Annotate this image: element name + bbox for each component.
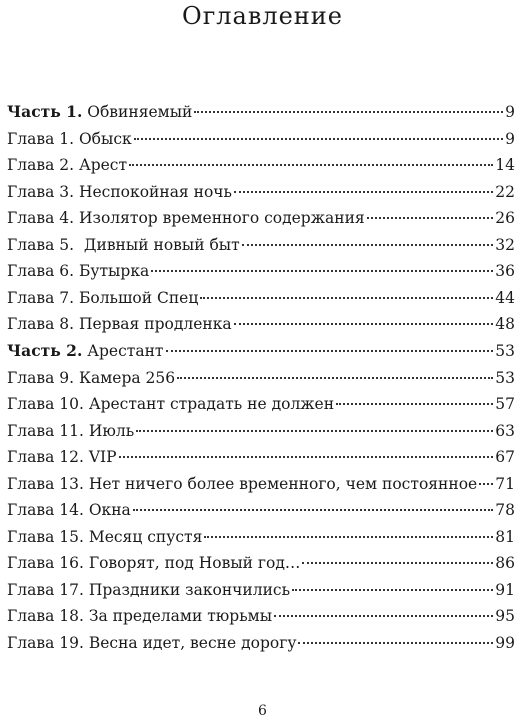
toc-entry[interactable] — [7, 471, 515, 498]
toc-entry-page: 95 — [495, 607, 515, 625]
toc-entry[interactable] — [7, 258, 515, 285]
toc-entry[interactable] — [7, 126, 515, 153]
toc-entry-page: 57 — [495, 395, 515, 413]
toc-leader-dots — [177, 376, 493, 379]
toc-entry-label — [7, 577, 290, 604]
toc-entry-prefix: Глава 4. — [7, 209, 75, 227]
toc-entry-label — [7, 126, 132, 153]
toc-entry-title: Камера 256 — [74, 368, 176, 387]
toc-entry-page: 53 — [495, 342, 515, 360]
toc-entry[interactable] — [7, 338, 515, 365]
toc-entry-label — [7, 311, 232, 338]
toc-leader-dots — [234, 190, 493, 193]
toc-entry[interactable] — [7, 550, 515, 577]
toc-entry[interactable] — [7, 99, 515, 126]
toc-entry-page: 67 — [495, 448, 515, 466]
toc-entry-title: Июль — [83, 421, 135, 440]
toc-entry[interactable] — [7, 630, 515, 657]
toc-entry-title: Обвиняемый — [82, 103, 193, 121]
toc-entry-page: 53 — [495, 368, 515, 387]
toc-entry-label — [7, 391, 334, 418]
toc-entry-prefix: Глава 6. — [7, 262, 75, 280]
toc-entry-page: 63 — [495, 421, 515, 440]
toc-entry[interactable] — [7, 444, 515, 471]
toc-entry-prefix: Глава 11. — [7, 421, 84, 440]
page-number: 6 — [258, 703, 267, 719]
toc-entry-label — [7, 365, 175, 392]
toc-leader-dots — [134, 137, 503, 140]
toc-entry-page: 91 — [495, 580, 515, 599]
toc-entry-prefix: Глава 12. — [7, 448, 84, 466]
toc-entry[interactable] — [7, 365, 515, 392]
toc-leader-dots — [292, 588, 493, 591]
toc-entry-page: 22 — [495, 182, 515, 201]
toc-entry-label — [7, 285, 198, 312]
toc-entry-label — [7, 232, 240, 259]
toc-entry-title: Арестант — [82, 342, 164, 360]
toc-entry-title: Неспокойная ночь — [74, 182, 232, 201]
toc-entry-page: 26 — [495, 209, 515, 227]
toc-entry-prefix: Глава 14. — [7, 501, 84, 519]
toc-entry-title: Арест — [74, 156, 128, 174]
toc-leader-dots — [479, 482, 493, 485]
toc-entry-prefix: Глава 1. — [7, 129, 75, 148]
toc-leader-dots — [234, 322, 494, 325]
toc-entry-label — [7, 205, 365, 232]
toc-entry-title: Месяц спустя — [83, 527, 203, 546]
toc-entry-title: Окна — [83, 501, 131, 519]
toc-leader-dots — [336, 402, 493, 405]
toc-part-2 — [7, 338, 515, 656]
toc-entry-prefix: Глава 5. — [7, 235, 75, 254]
toc-entry-page: 78 — [495, 501, 515, 519]
toc-entry-page: 14 — [495, 156, 515, 174]
toc-entry-page: 9 — [505, 103, 515, 121]
toc-entry[interactable] — [7, 285, 515, 312]
toc-leader-dots — [136, 429, 493, 432]
toc-entry-prefix: Глава 15. — [7, 527, 84, 546]
toc-entry[interactable] — [7, 603, 515, 630]
toc-entry[interactable] — [7, 311, 515, 338]
toc-entry-prefix: Глава 9. — [7, 368, 75, 387]
toc-leader-dots — [302, 561, 493, 564]
toc-entry-label — [7, 524, 202, 551]
toc-entry[interactable] — [7, 152, 515, 179]
toc-entry-prefix: Глава 19. — [7, 633, 84, 652]
toc-entry-prefix: Глава 10. — [7, 395, 84, 413]
toc-entry[interactable] — [7, 497, 515, 524]
toc-leader-dots — [274, 614, 493, 617]
toc-leader-dots — [194, 110, 503, 113]
toc-entry-prefix: Глава 2. — [7, 156, 75, 174]
toc-entry-prefix: Часть 2. — [7, 341, 83, 360]
toc-entry-prefix: Часть 1. — [7, 102, 83, 121]
toc-entry-label — [7, 471, 477, 498]
toc-entry-title: Праздники закончились — [83, 580, 291, 599]
toc-entry-page: 36 — [495, 262, 515, 280]
toc-entry-title: Изолятор временного содержания — [74, 209, 365, 227]
toc-entry[interactable] — [7, 524, 515, 551]
toc-leader-dots — [166, 349, 494, 352]
toc-entry-label — [7, 603, 272, 630]
toc-entry-title: Говорят, под Новый год… — [83, 554, 301, 572]
toc-entry-prefix: Глава 18. — [7, 607, 84, 625]
toc-entry[interactable] — [7, 391, 515, 418]
toc-entry-title: Обыск — [74, 129, 132, 148]
toc-entry-label — [7, 630, 296, 657]
toc-entry-title: Большой Спец — [74, 288, 199, 307]
toc-entry-page: 71 — [495, 474, 515, 493]
toc-entry-page: 32 — [495, 235, 515, 254]
toc-entry-prefix: Глава 16. — [7, 554, 84, 572]
toc-part-1 — [7, 99, 515, 338]
toc-entry-page: 44 — [495, 288, 515, 307]
toc-leader-dots — [129, 163, 493, 166]
toc-entry-label — [7, 497, 131, 524]
toc-entry-title: Весна идет, весне дорогу — [83, 633, 297, 652]
toc-entry-label — [7, 418, 134, 445]
toc-entry-title: За пределами тюрьмы — [83, 607, 273, 625]
toc-entry-title: Арестант страдать не должен — [83, 395, 335, 413]
toc-leader-dots — [298, 641, 493, 644]
toc-entry-label — [7, 550, 300, 577]
toc-entry-prefix: Глава 3. — [7, 182, 75, 201]
toc-leader-dots — [151, 269, 493, 272]
toc-leader-dots — [133, 508, 493, 511]
toc-entry-page: 86 — [495, 554, 515, 572]
toc-entry-page: 99 — [495, 633, 515, 652]
toc-leader-dots — [367, 216, 494, 219]
toc-entry-prefix: Глава 17. — [7, 580, 84, 599]
toc-entry-label — [7, 179, 232, 206]
toc-entry-label — [7, 152, 127, 179]
toc-entry[interactable] — [7, 232, 515, 259]
toc-leader-dots — [242, 243, 494, 246]
toc-entry[interactable] — [7, 418, 515, 445]
toc-leader-dots — [200, 296, 493, 299]
toc-entry-prefix: Глава 8. — [7, 315, 75, 333]
toc-entry[interactable] — [7, 205, 515, 232]
toc-entry-title: Бутырка — [74, 262, 150, 280]
toc-entry-page: 9 — [505, 129, 515, 148]
toc-entry-prefix: Глава 7. — [7, 288, 75, 307]
toc-entry-label — [7, 338, 164, 365]
toc-entry-label — [7, 258, 149, 285]
page-title: Оглавление — [182, 2, 343, 30]
toc-entry-label — [7, 99, 192, 126]
toc-entry-page: 48 — [495, 315, 515, 333]
toc-entry[interactable] — [7, 179, 515, 206]
toc-entry-label — [7, 444, 117, 471]
toc-entry-prefix: Глава 13. — [7, 474, 84, 493]
toc-entry-title: Нет ничего более временного, чем постоянное — [83, 474, 478, 493]
toc-entry-page: 81 — [495, 527, 515, 546]
toc-entry-title: VIP — [83, 448, 117, 466]
toc-entry[interactable] — [7, 577, 515, 604]
toc-leader-dots — [204, 535, 493, 538]
toc-entry-title: Дивный новый быт — [74, 235, 240, 254]
toc-leader-dots — [119, 455, 494, 458]
toc-entry-title: Первая продленка — [74, 315, 232, 333]
